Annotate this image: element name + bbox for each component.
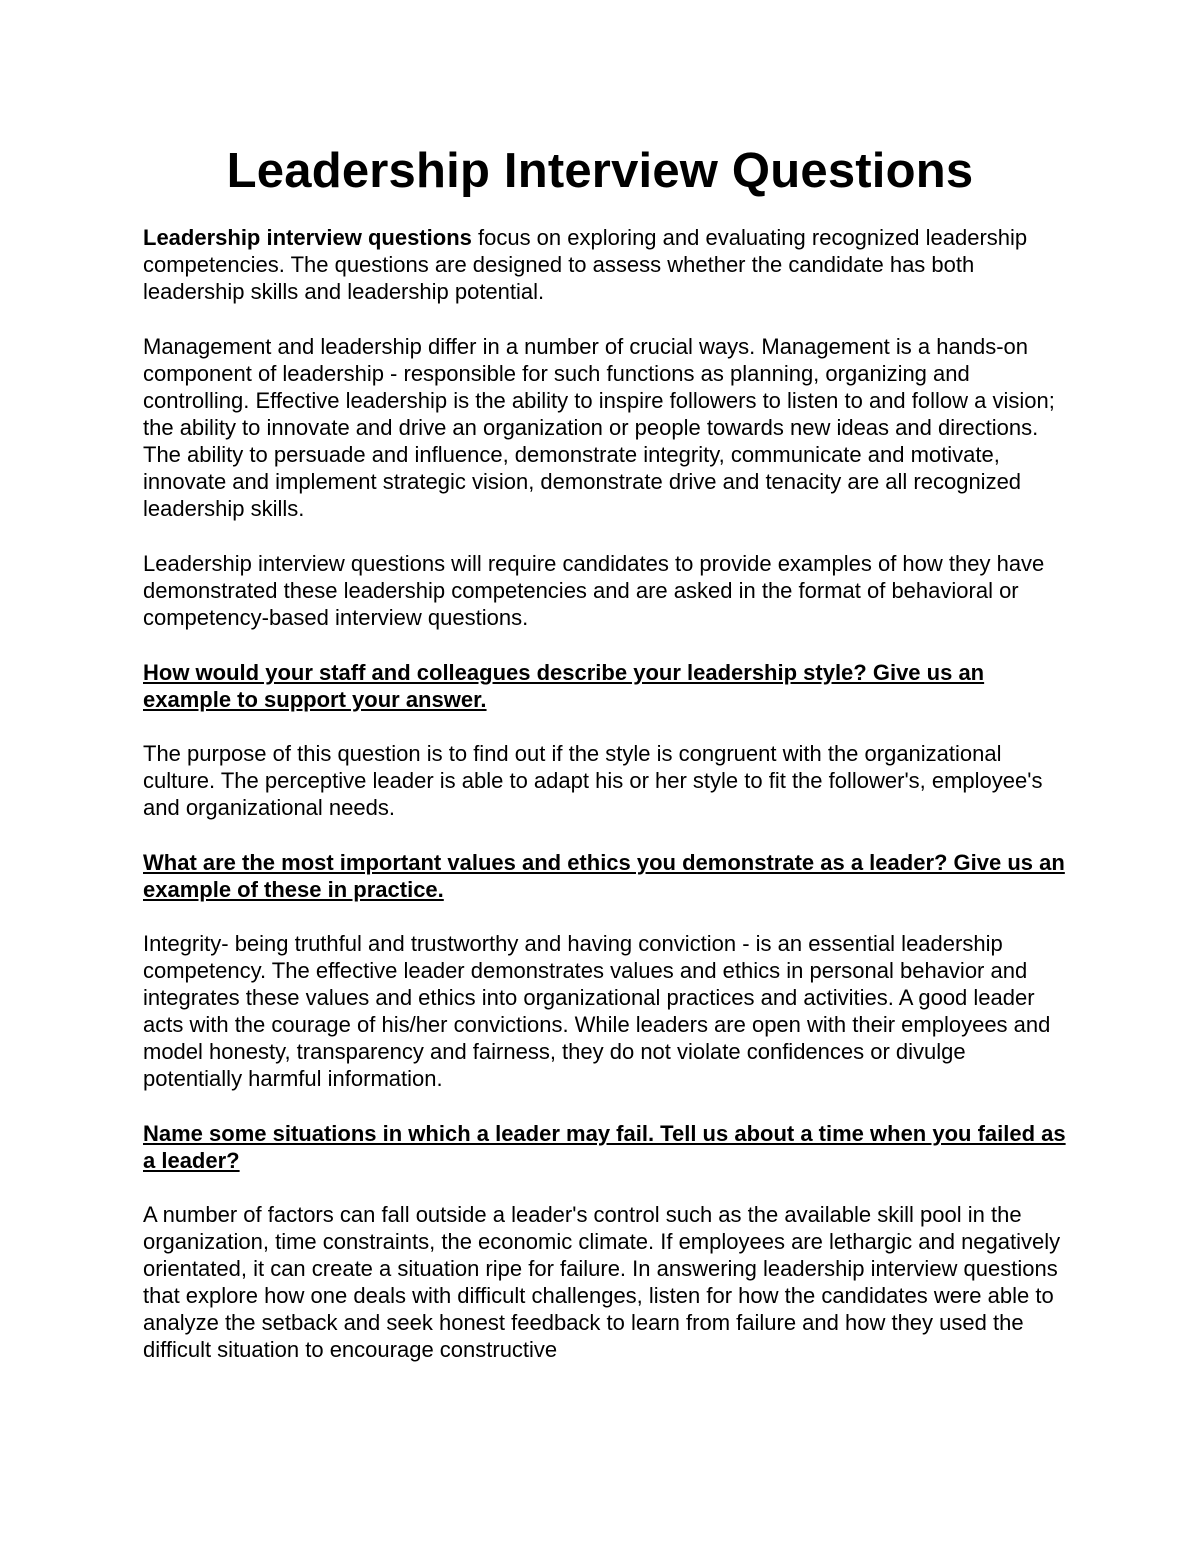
intro-rest: focus on exploring and evaluating recognized leadership competencies. The questions are designed to assess whether the candidate has both leadership skills and leadership potential.: [143, 225, 1028, 304]
intro-bold-lead: Leadership interview questions: [143, 225, 472, 250]
question-answer-1: The purpose of this question is to find out if the style is congruent with the organizational culture. The perceptive leader is able to adapt his or her style to fit the follower's, employee's and organizational needs.: [143, 741, 1043, 820]
examples-paragraph: Leadership interview questions will require candidates to provide examples of how they have demonstrated these leadership competencies and are asked in the format of behavioral or competency-based interview questions.: [143, 551, 1045, 630]
question-heading-3: Name some situations in which a leader may fail. Tell us about a time when you failed as a leader?: [143, 1121, 1066, 1173]
question-heading-1: How would your staff and colleagues describe your leadership style? Give us an example to support your answer.: [143, 660, 985, 712]
intro-paragraph: [143, 224, 1068, 305]
question-answer-3: A number of factors can fall outside a leader's control such as the available skill pool in the organization, time constraints, the economic climate. If employees are lethargic and negatively orientated, it can create a situation ripe for failure. In answering leadership interview questions that explore how one deals with difficult challenges, listen for how the candidates were able to analyze the setback and seek honest feedback to learn from failure and how they used the difficult situation to encourage constructive: [143, 1202, 1061, 1362]
question-answer-2: Integrity- being truthful and trustworthy and having conviction - is an essential leadership competency. The effective leader demonstrates values and ethics in personal behavior and integrates these values and ethics into organizational practices and activities. A good leader acts with the courage of his/her convictions. While leaders are open with their employees and model honesty, transparency and fairness, they do not violate confidences or divulge potentially harmful information.: [143, 931, 1051, 1091]
document-title: Leadership Interview Questions: [226, 144, 974, 198]
question-heading-2: What are the most important values and ethics you demonstrate as a leader? Give us an example of these in practice.: [143, 850, 1065, 902]
management-paragraph: Management and leadership differ in a number of crucial ways. Management is a hands-on component of leadership - responsible for such functions as planning, organizing and controlling. Effective leadership is the ability to inspire followers to listen to and follow a vision; the ability to innovate and drive an organization or people towards new ideas and directions. The ability to persuade and influence, demonstrate integrity, communicate and motivate, innovate and implement strategic vision, demonstrate drive and tenacity are all recognized leadership skills.: [143, 334, 1055, 521]
